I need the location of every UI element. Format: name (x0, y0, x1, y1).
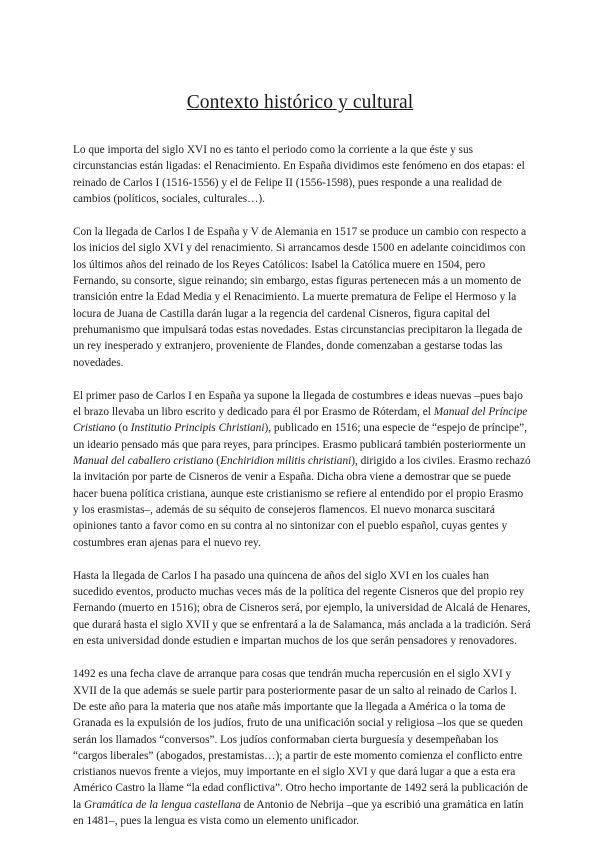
paragraph-2 (73, 224, 531, 371)
text-run: ( (213, 455, 221, 468)
paragraph-3 (73, 388, 531, 551)
text-run: El primer paso de Carlos I en España ya supone la llegada de costumbres e ideas nuevas –pues bajo el brazo llevaba un libro escrito y dedicado para él por Erasmo de Róterdam, el (73, 389, 523, 419)
paragraph-5 (73, 666, 531, 829)
italic-title-run: Institutio Principis Christiani (130, 422, 265, 435)
text-run: Lo que importa del siglo XVI no es tanto el periodo como la corriente a la que éste y sus circunstancias están ligadas: el Renacimiento. En España dividimos este fenómeno en dos etapas: el reinado de Carlos I (1516-1556) y el de Felipe II (1556-1598), pues responde a una realidad de cambios (políticos, sociales, culturales…). (73, 144, 525, 205)
italic-title-run: Manual del caballero cristiano (73, 455, 214, 468)
paragraph-1 (73, 142, 531, 207)
text-run: de Antonio de Nebrija –que ya escribió una gramática en latín en 1481–, pues la lengua es vista como un elemento unificador. (73, 798, 524, 827)
text-run: 1492 es una fecha clave de arranque para cosas que tendrán mucha repercusión en el siglo XVI y XVII de la que además se suele partir para posteriormente pasar de un salto al reinado de Carlos I. De este año para la materia que nos atañe más importante que la llegada a América o la toma de Granada es la expulsión de los judíos, fruto de una unificación social y religiosa –los que se queden serán los llamados “conversos”. Los judíos conformaban cierta burguesía y desempeñaban los “cargos liberales” (abogados, prestamistas…); a partir de este momento comienza el conflicto entre cristianos nuevos frente a viejos, muy importante en el siglo XVI y que dará lugar a que a esta era Américo Castro la llame “la edad conflictiva”. Otro hecho importante de 1492 será la publicación de la (73, 668, 528, 811)
paragraph-4 (73, 568, 531, 649)
page-title: Contexto histórico y cultural (186, 92, 414, 113)
text-run: (o (115, 422, 131, 435)
text-run: Hasta la llegada de Carlos I ha pasado una quincena de años del siglo XVI en los cuales han sucedido eventos, producto muchas veces más de la política del regente Cisneros que del propio rey Fernando (muerto en 1516); obra de Cisneros será, por ejemplo, la universidad de Alcalá de Henares, que durará hasta el siglo XVII y que se enfrentará a la de Salamanca, más anclada a la tradición. Será en esta universidad donde estudien e impartan muchos de los que serán pensadores y renovadores. (73, 569, 531, 648)
document-body (73, 142, 531, 829)
text-run: ), publicado en 1516; una especie de “espejo de príncipe”, un ideario pensado más que para reyes, para príncipes. Erasmo publicará también posteriormente un (73, 422, 528, 451)
text-run: ), dirigido a los civiles. Erasmo rechazó la invitación por parte de Cisneros de venir a España. Dicha obra viene a demostrar que se puede hacer buena política cristiana, aunque este cristianismo se refiere al entendido por el propio Erasmo y los erasmistas–, además de su séquito de consejeros flamencos. El nuevo monarca suscitará opiniones tanto a favor como en su contra al no sintonizar con el pueblo español, cuyas gentes y costumbres eran ajenas para el nuevo rey. (73, 455, 531, 549)
italic-title-run: Manual del Príncipe Cristiano (73, 406, 528, 435)
italic-title-run: Gramática de la lengua castellana (83, 798, 241, 811)
italic-title-run: Enchiridion militis christiani (220, 455, 352, 468)
text-run: Con la llegada de Carlos I de España y V de Alemania en 1517 se produce un cambio con respecto a los inicios del siglo XVI y del renacimiento. Si arrancamos desde 1500 en adelante coincidimos con los últimos años del reinado de los Reyes Católicos: Isabel la Católica muere en 1504, pero Fernando, su consorte, sigue reinando; sin embargo, estas figuras pertenecen más a un momento de transición entre la Edad Media y el Renacimiento. La muerte prematura de Felipe el Hermoso y la locura de Juana de Castilla darán lugar a la regencia del cardenal Cisneros, figura capital del prehumanismo que impulsará todas estas novedades. Estas circunstancias precipitaron la llegada de un rey inesperado y extranjero, proveniente de Flandes, donde comenzaban a gestarse todas las novedades. (73, 226, 527, 369)
